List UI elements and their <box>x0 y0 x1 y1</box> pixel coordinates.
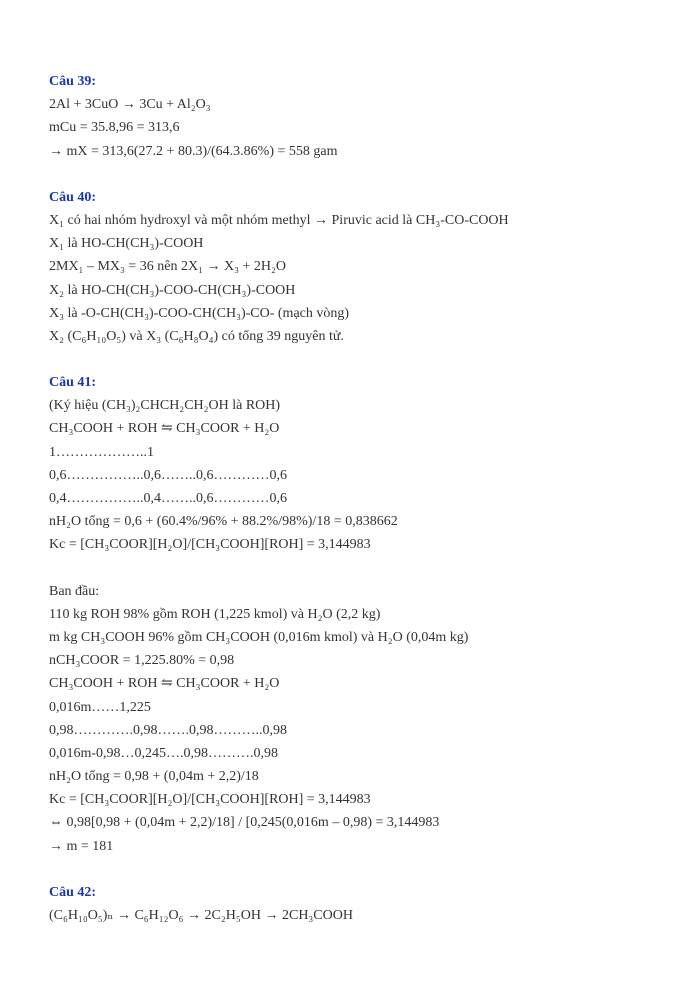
solution-line: m kg CH₃COOH 96% gồm CH₃COOH (0,016m kmol) và H₂O (0,04m kg) <box>49 629 469 645</box>
solution-line: 110 kg ROH 98% gồm ROH (1,225 kmol) và H₂O (2,2 kg) <box>49 606 381 622</box>
question-heading: Câu 40: <box>49 189 97 205</box>
solution-line: 2Al + 3CuO → 3Cu + Al₂O₃ <box>49 97 211 113</box>
solution-line: → mX = 313,6(27.2 + 80.3)/(64.3.86%) = 558 gam <box>49 143 338 159</box>
solution-section <box>49 186 669 348</box>
solution-line: CH₃COOH + ROH ⇋ CH₃COOR + H₂O <box>49 421 280 437</box>
solution-line: 0,016m……1,225 <box>49 699 151 715</box>
question-heading: Câu 42: <box>49 884 97 900</box>
solution-line: X₁ là HO-CH(CH₃)-COOH <box>49 236 204 252</box>
solution-line: ⇔ 0,98[0,98 + (0,04m + 2,2)/18] / [0,245(0,016m – 0,98) = 3,144983 <box>49 815 440 831</box>
solution-line: 0,016m-0,98…0,245….0,98……….0,98 <box>49 745 279 761</box>
question-heading: Câu 39: <box>49 74 97 89</box>
solution-section <box>49 580 669 858</box>
solution-line: X₃ là -O-CH(CH₃)-COO-CH(CH₃)-CO- (mạch vòng) <box>49 305 350 321</box>
solution-line: Ban đầu: <box>49 583 100 599</box>
solution-line: (Ký hiệu (CH₃)₂CHCH₂CH₂OH là ROH) <box>49 398 281 414</box>
solution-line: X₁ có hai nhóm hydroxyl và một nhóm methyl → Piruvic acid là CH₃-CO-COOH <box>49 212 509 228</box>
solution-line: 0,6……………..0,6……..0,6…………0,6 <box>49 467 287 483</box>
solution-line: 1………………..1 <box>49 444 154 460</box>
question-heading: Câu 41: <box>49 375 97 391</box>
solution-line: 2MX₁ – MX₃ = 36 nên 2X₁ → X₃ + 2H₂O <box>49 259 286 275</box>
solution-line: nH₂O tổng = 0,6 + (60.4%/96% + 88.2%/98%)/18 = 0,838662 <box>49 514 398 530</box>
solution-section <box>49 371 669 557</box>
solution-content <box>49 70 669 950</box>
solution-line: Kc = [CH₃COOR][H₂O]/[CH₃COOH][ROH] = 3,144983 <box>49 792 371 808</box>
solution-line: X₂ là HO-CH(CH₃)-COO-CH(CH₃)-COOH <box>49 282 296 298</box>
solution-line: 0,4……………..0,4……..0,6…………0,6 <box>49 491 287 506</box>
solution-line: Kc = [CH₃COOR][H₂O]/[CH₃COOH][ROH] = 3,144983 <box>49 537 371 553</box>
solution-line: nCH₃COOR = 1,225.80% = 0,98 <box>49 653 235 669</box>
solution-line: (C₆H₁₀O₅)ₙ → C₆H₁₂O₆ → 2C₂H₅OH → 2CH₃COOH <box>49 908 353 923</box>
solution-line: X₂ (C₆H₁₀O₅) và X₃ (C₆H₈O₄) có tổng 39 nguyên tử. <box>49 328 344 344</box>
solution-line: → m = 181 <box>49 838 114 854</box>
solution-line: nH₂O tổng = 0,98 + (0,04m + 2,2)/18 <box>49 769 259 785</box>
solution-section <box>49 881 669 927</box>
solution-section <box>49 70 669 163</box>
solution-line: CH₃COOH + ROH ⇋ CH₃COOR + H₂O <box>49 676 280 692</box>
solution-line: mCu = 35.8,96 = 313,6 <box>49 120 180 136</box>
solution-line: 0,98………….0,98…….0,98………..0,98 <box>49 722 287 738</box>
